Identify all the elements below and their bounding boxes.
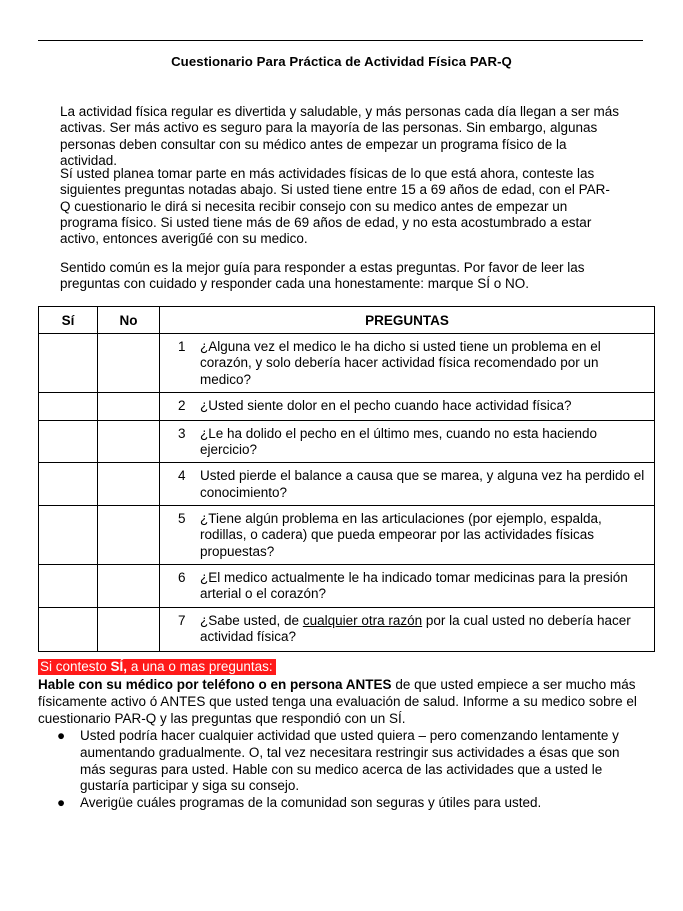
question-number: 6 [178, 569, 186, 585]
answer-si-cell-1[interactable] [39, 334, 98, 393]
question-text: ¿El medico actualmente le ha indicado tomar medicinas para la presión arterial o el corazón? [200, 569, 628, 602]
answer-no-cell-7[interactable] [98, 607, 160, 651]
answer-si-cell-6[interactable] [39, 564, 98, 607]
question-row-7 [39, 607, 655, 651]
bullet-text: Usted podría hacer cualquier actividad que usted quiera – pero comenzando lentamente y aumentando gradualmente. O, tal vez necesitara restringir sus actividades a ésas que son más seguras para usted. Hable con su medico acerca de las actividades que a usted le gustaría participar y siga su consejo. [80, 728, 620, 794]
bullet-text: Averigüe cuáles programas de la comunidad son seguras y útiles para usted. [80, 795, 542, 811]
question-text: Usted pierde el balance a causa que se marea, y alguna vez ha perdido el conocimiento? [200, 468, 645, 500]
answer-si-cell-4[interactable] [39, 463, 98, 506]
advice-paragraph [38, 677, 648, 727]
answer-no-cell-5[interactable] [98, 506, 160, 565]
table-header-row [39, 307, 655, 334]
advice-rest: de que usted empiece a ser mucho más físicamente activo ó ANTES que usted tenga una evaluación de salud. Informe a su medico sobre el cuestionario PAR-Q y las preguntas que respondió con un SÍ. [38, 677, 637, 726]
question-number: 1 [178, 339, 186, 354]
question-number: 2 [178, 397, 186, 413]
question-text-end: por la cual usted no debería hacer actividad física? [200, 612, 631, 644]
alert-suffix: a una o mas preguntas: [127, 659, 273, 674]
instructions-paragraph: Sí usted planea tomar parte en más actividades físicas de lo que está ahora, conteste las siguientes preguntas notadas abajo. Si usted tiene entre 15 a 69 años de edad, con el PAR-Q cuestionario le dirá si necesita recibir consejo con su medico antes de empezar un programa físico. Si usted tiene más de 69 años de edad, y no esta acostumbrado a estar activo, entonces averigűé con su medico. [60, 166, 610, 247]
question-text: ¿Alguna vez el medico le ha dicho si usted tiene un problema en el corazón, y solo debería hacer actividad física recomendado por un medico? [200, 339, 601, 387]
question-text [200, 613, 646, 646]
answer-no-cell-1[interactable] [98, 334, 160, 393]
top-rule [38, 40, 643, 41]
answer-no-cell-3[interactable] [98, 420, 160, 463]
question-number: 5 [178, 511, 186, 527]
bullet-icon: ● [57, 795, 66, 811]
questionnaire-table [38, 306, 655, 652]
alert-prefix: Si contesto [40, 659, 111, 674]
header-si: Sí [39, 307, 98, 334]
list-item [38, 728, 648, 795]
question-row-5 [39, 506, 655, 565]
question-row-4 [39, 463, 655, 506]
question-row-1 [39, 334, 655, 393]
answer-no-cell-2[interactable] [98, 392, 160, 420]
answer-si-cell-5[interactable] [39, 506, 98, 565]
answer-si-cell-2[interactable] [39, 392, 98, 420]
answer-no-cell-4[interactable] [98, 463, 160, 506]
question-text: ¿Tiene algún problema en las articulaciones (por ejemplo, espalda, rodillas, o cadera) que pueda empeorar por las actividades físicas propuestas? [200, 511, 602, 559]
common-sense-paragraph: Sentido común es la mejor guía para responder a estas preguntas. Por favor de leer las preguntas con cuidado y responder cada una honestamente: marque SÍ o NO. [60, 260, 585, 292]
question-text: ¿Le ha dolido el pecho en el último mes, cuando no esta haciendo ejercicio? [200, 425, 598, 458]
answer-si-cell-7[interactable] [39, 607, 98, 651]
question-row-3 [39, 420, 655, 463]
yes-answer-alert [38, 659, 276, 675]
bullet-icon: ● [57, 728, 66, 743]
header-preguntas: PREGUNTAS [160, 307, 655, 334]
list-item [38, 795, 648, 812]
question-text-start: ¿Sabe usted, de [200, 612, 303, 628]
answer-no-cell-6[interactable] [98, 564, 160, 607]
question-number: 3 [178, 425, 186, 441]
question-row-2 [39, 392, 655, 420]
alert-emphasis: SÍ, [110, 659, 128, 674]
document-title: Cuestionario Para Práctica de Actividad Física PAR-Q [171, 54, 512, 69]
question-row-6 [39, 564, 655, 607]
question-text: ¿Usted siente dolor en el pecho cuando hace actividad física? [200, 397, 572, 413]
question-number: 7 [178, 612, 186, 628]
question-text-underlined: cualquier otra razón [302, 612, 423, 628]
question-number: 4 [178, 468, 186, 484]
advice-bullet-list [38, 728, 648, 812]
answer-si-cell-3[interactable] [39, 420, 98, 463]
intro-paragraph: La actividad física regular es divertida y saludable, y más personas cada día llegan a ser más activas. Ser más activo es seguro para la mayoría de las personas. Sin embargo, algunas personas deben consultar con su médico antes de empezar un programa físico de la actividad. [60, 104, 620, 168]
advice-bold: Hable con su médico por teléfono o en persona ANTES [38, 677, 392, 692]
header-no: No [98, 307, 160, 334]
